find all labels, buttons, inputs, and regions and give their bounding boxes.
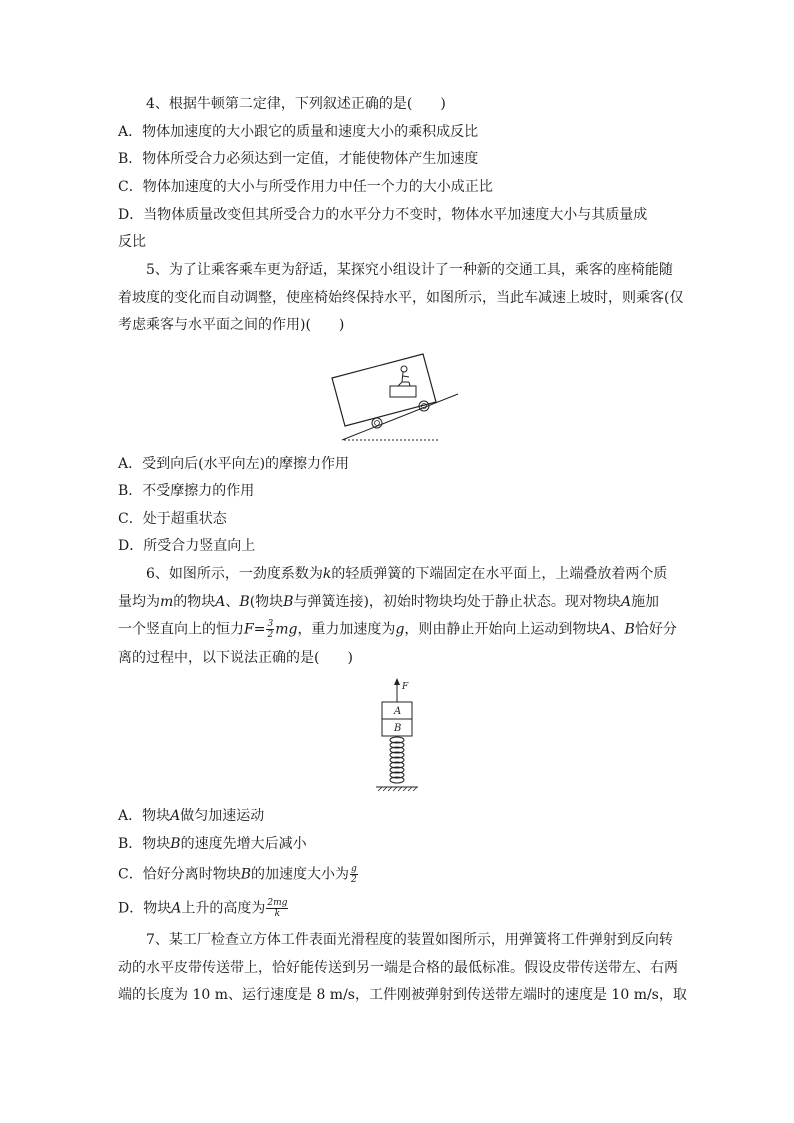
q4-option-a: A．物体加速度的大小跟它的质量和速度大小的乘积成反比: [118, 124, 479, 140]
q5-option-c: C．处于超重状态: [118, 511, 227, 527]
var-k: k: [322, 566, 332, 582]
q5-option-b: B．不受摩擦力的作用: [118, 483, 255, 499]
q4-option-b: B．物体所受合力必须达到一定值，才能使物体产生加速度: [118, 151, 479, 167]
q4-option-c: C．物体加速度的大小与所受作用力中任一个力的大小成正比: [118, 179, 493, 195]
q5-option-a: A．受到向后(水平向左)的摩擦力作用: [118, 456, 350, 472]
fraction-3-2: $\frac{3}{2}$: [267, 619, 274, 640]
force-label-f: F: [402, 682, 409, 692]
q7-stem-line-3: 端的长度为 10 m、运行速度是 8 m/s，工件刚被弹射到传送带左端时的速度是 10 m/s，取: [118, 987, 687, 1003]
q5-option-d: D．所受合力竖直向上: [118, 538, 256, 554]
q4-option-d-cont: 反比: [118, 234, 146, 250]
q5-figure-incline-car: [330, 352, 460, 444]
q5-stem-line-1: 5、为了让乘客乘车更为舒适，某探究小组设计了一种新的交通工具，乘客的座椅能随: [146, 262, 673, 278]
q5-stem-line-3: 考虑乘客与水平面之间的作用)( ): [118, 317, 345, 333]
fraction-g-2: $\frac{g}{2}$: [351, 864, 357, 885]
fraction-2mg-k: $\frac{2mg}{k}$: [267, 898, 288, 919]
q6-option-a: A．物块A做匀加速运动: [118, 808, 265, 824]
q7-stem-line-2: 动的水平皮带传送带上，恰好能传送到另一端是合格的最低标准。假设皮带传送带左、右两: [118, 960, 678, 976]
q4-option-d: D．当物体质量改变但其所受合力的水平分力不变时，物体水平加速度大小与其质量成: [118, 207, 648, 223]
q6-option-c: C．恰好分离时物块B的加速度大小为 $\frac{g}{2}$: [118, 864, 357, 885]
q5-stem-line-2: 着坡度的变化而自动调整，使座椅始终保持水平，如图所示，当此车减速上坡时，则乘客(仅: [118, 290, 684, 306]
q6-figure-spring-blocks: [370, 677, 422, 799]
block-label-b: B: [394, 723, 402, 734]
q6-stem-line-1: 6、如图所示，一劲度系数为k的轻质弹簧的下端固定在水平面上，上端叠放着两个质: [146, 566, 668, 582]
q4-stem: 4、根据牛顿第二定律，下列叙述正确的是( ): [146, 96, 446, 112]
q6-stem-line-2: 量均为m的物块A、B(物块B与弹簧连接)，初始时物块均处于静止状态。现对物块A施加: [118, 594, 660, 610]
q6-option-b: B．物块B的速度先增大后减小: [118, 836, 307, 852]
q7-stem-line-1: 7、某工厂检查立方体工件表面光滑程度的装置如图所示，用弹簧将工件弹射到反向转: [146, 932, 673, 948]
q6-option-d: D．物块A上升的高度为 $\frac{2mg}{k}$: [118, 898, 288, 919]
block-label-a: A: [394, 706, 402, 717]
q6-stem-line-4: 离的过程中，以下说法正确的是( ): [118, 650, 353, 666]
q6-stem-line-3: 一个竖直向上的恒力F= $\frac{3}{2}$ mg，重力加速度为g，则由静止开始向上运动到物块A、B恰好分: [118, 619, 677, 640]
